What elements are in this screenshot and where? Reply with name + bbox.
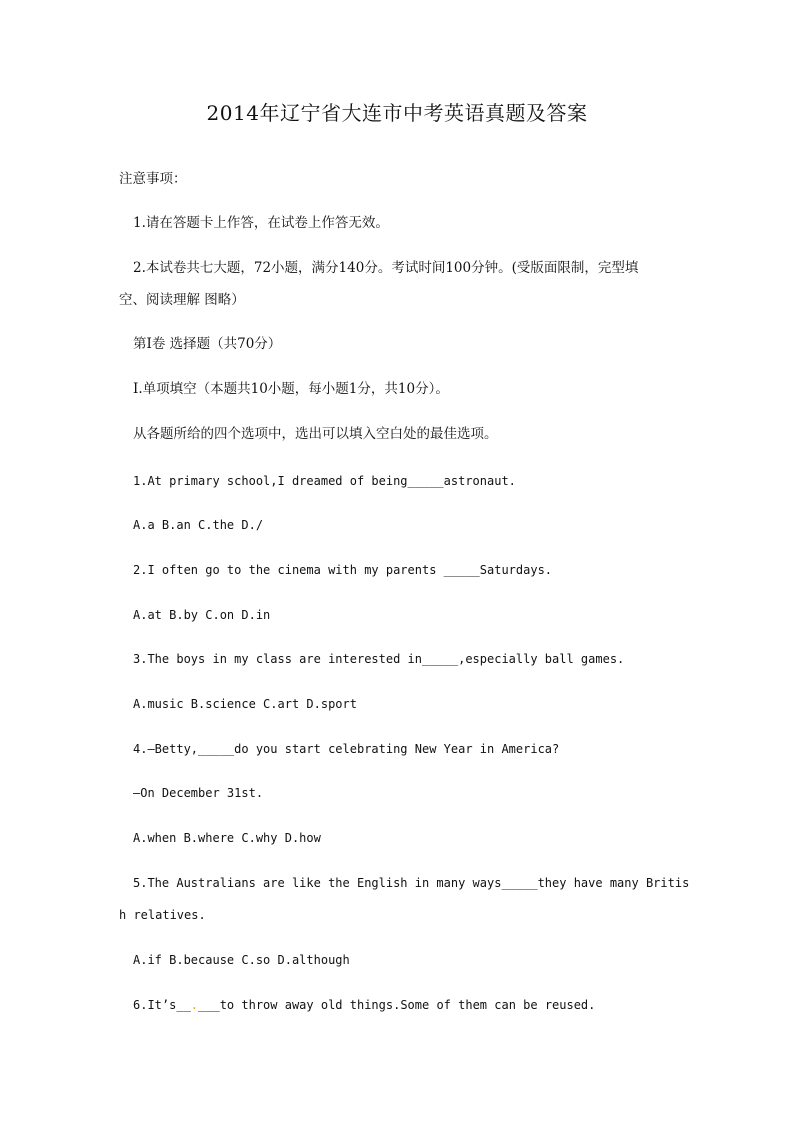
section-1-heading: Ⅰ.单项填空（本题共10小题，每小题1分，共10分）。 bbox=[133, 381, 449, 397]
question-6-end: ___to throw away old things.Some of them can be reused. bbox=[198, 998, 596, 1012]
question-4: 4.—Betty,_____do you start celebrating New Year in America? bbox=[133, 742, 560, 756]
note-2-line-2: 空、阅读理解 图略） bbox=[119, 292, 245, 308]
question-3-options: A.music B.science C.art D.sport bbox=[133, 697, 357, 711]
question-1: 1.At primary school,I dreamed of being_____astronaut. bbox=[133, 474, 516, 488]
question-5-line-1: 5.The Australians are like the English in many ways_____they have many Britis bbox=[133, 876, 690, 890]
question-2-options: A.at B.by C.on D.in bbox=[133, 608, 271, 622]
notes-heading: 注意事项： bbox=[119, 171, 187, 187]
question-6-start: 6.It’s__ bbox=[133, 998, 191, 1012]
note-1: 1.请在答题卡上作答，在试卷上作答无效。 bbox=[133, 215, 389, 231]
question-1-options: A.a B.an C.the D./ bbox=[133, 518, 264, 532]
question-4-reply: —On December 31st. bbox=[133, 786, 264, 800]
page-title: 2014年辽宁省大连市中考英语真题及答案 bbox=[206, 101, 588, 125]
question-3: 3.The boys in my class are interested in_____,especially ball games. bbox=[133, 652, 625, 666]
section-1-instruction: 从各题所给的四个选项中，选出可以填入空白处的最佳选项。 bbox=[133, 426, 498, 442]
part-1-heading: 第Ⅰ卷 选择题（共70分） bbox=[133, 336, 282, 352]
highlight-mark: . bbox=[190, 998, 199, 1012]
question-5-line-2: h relatives. bbox=[119, 908, 206, 922]
question-5-options: A.if B.because C.so D.although bbox=[133, 953, 350, 967]
question-6 bbox=[133, 996, 595, 1014]
question-4-options: A.when B.where C.why D.how bbox=[133, 831, 321, 845]
question-2: 2.I often go to the cinema with my parents _____Saturdays. bbox=[133, 563, 553, 577]
note-2-line-1: 2.本试卷共七大题，72小题，满分140分。考试时间100分钟。(受版面限制，完型填 bbox=[133, 260, 639, 276]
